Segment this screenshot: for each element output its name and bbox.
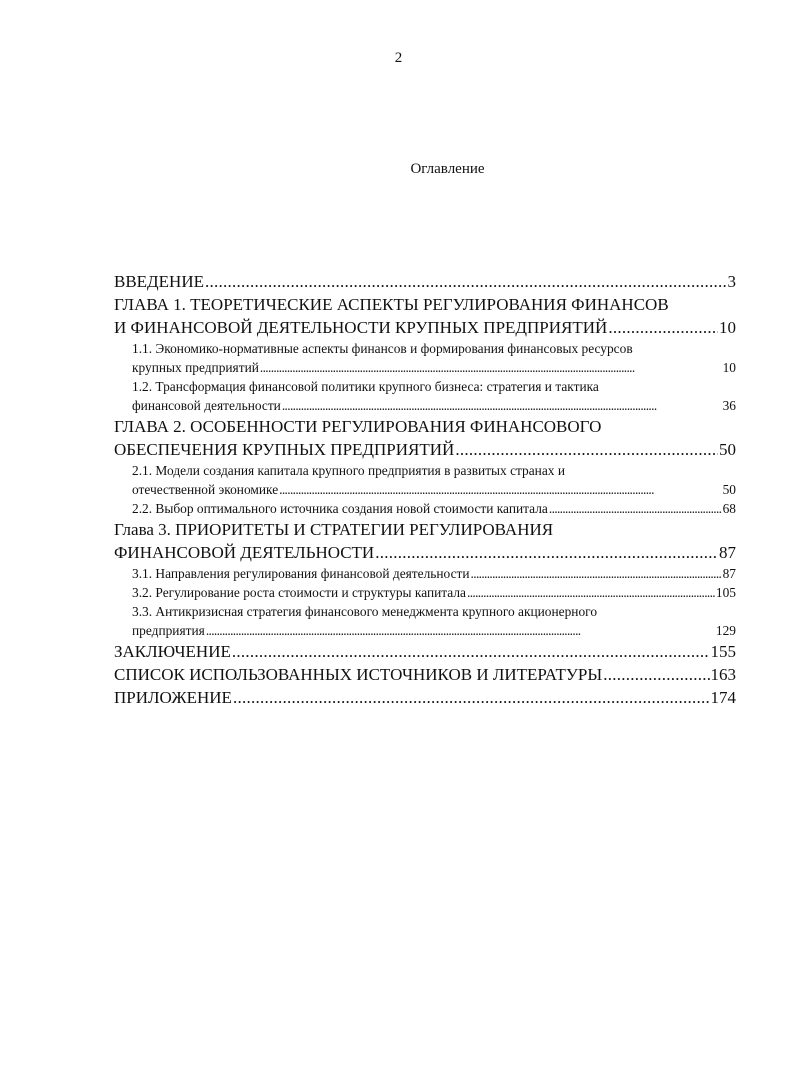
toc-entry-label: 3.1. Направления регулирования финансовой деятельности (132, 566, 470, 581)
toc-entry-label: крупных предприятий (132, 360, 259, 375)
leader-dots (232, 640, 710, 663)
toc-entry-section-2-1[interactable] (114, 480, 736, 499)
leader-dots (471, 564, 722, 583)
toc-entry-section-2-1-line1: 2.1. Модели создания капитала крупного предприятия в развитых странах и (132, 463, 565, 478)
toc-entry-section-3-3-line1: 3.3. Антикризисная стратегия финансового менеджмента крупного акционерного (132, 604, 598, 619)
toc-entry-page: 155 (710, 642, 736, 661)
toc-entry-label: ФИНАНСОВОЙ ДЕЯТЕЛЬНОСТИ (114, 543, 375, 562)
toc-entry-section-1-1[interactable] (114, 358, 736, 377)
toc-entry-chapter-1[interactable] (114, 316, 736, 339)
toc-entry-section-1-2-line1: 1.2. Трансформация финансовой политики крупного бизнеса: стратегия и тактика (132, 379, 599, 394)
toc-entry-label: ОБЕСПЕЧЕНИЯ КРУПНЫХ ПРЕДПРИЯТИЙ (114, 440, 455, 459)
toc-entry-chapter-3-line1: Глава 3. ПРИОРИТЕТЫ И СТРАТЕГИИ РЕГУЛИРОВАНИЯ (114, 520, 554, 539)
toc-entry-section-3-2[interactable] (114, 583, 736, 602)
toc-entry-page: 87 (722, 566, 736, 581)
toc-entry-page: 68 (722, 501, 736, 516)
toc-entry-chapter-2[interactable] (114, 438, 736, 461)
leader-dots (260, 358, 722, 377)
toc-entry-section-2-2[interactable] (114, 499, 736, 518)
leader-dots (455, 438, 718, 461)
toc-entry-page: 50 (722, 482, 736, 497)
table-of-contents (114, 270, 736, 709)
leader-dots (205, 270, 727, 293)
toc-entry-label: И ФИНАНСОВОЙ ДЕЯТЕЛЬНОСТИ КРУПНЫХ ПРЕДПРИЯТИЙ (114, 318, 608, 337)
leader-dots (233, 686, 710, 709)
leader-dots (603, 663, 709, 686)
toc-entry-section-1-1-line1: 1.1. Экономико-нормативные аспекты финансов и формирования финансовых ресурсов (132, 341, 633, 356)
leader-dots (282, 396, 722, 415)
leader-dots (206, 621, 715, 640)
leader-dots (375, 541, 718, 564)
toc-entry-chapter-2-line1: ГЛАВА 2. ОСОБЕННОСТИ РЕГУЛИРОВАНИЯ ФИНАНСОВОГО (114, 417, 602, 436)
toc-entry-label: ВВЕДЕНИЕ (114, 272, 204, 291)
leader-dots (279, 480, 721, 499)
toc-entry-chapter-3[interactable] (114, 541, 736, 564)
toc-entry-page: 36 (722, 398, 736, 413)
toc-entry-label: ЗАКЛЮЧЕНИЕ (114, 642, 231, 661)
toc-entry-label: СПИСОК ИСПОЛЬЗОВАННЫХ ИСТОЧНИКОВ И ЛИТЕРАТУРЫ (114, 665, 603, 684)
leader-dots (608, 316, 718, 339)
toc-entry-sources[interactable] (114, 663, 736, 686)
toc-entry-label: 2.2. Выбор оптимального источника создания новой стоимости капитала (132, 501, 548, 516)
toc-entry-conclusion[interactable] (114, 640, 736, 663)
toc-entry-label: предприятия (132, 623, 205, 638)
toc-entry-page: 3 (727, 272, 736, 291)
page-number: 2 (394, 50, 403, 66)
toc-title: Оглавление (410, 161, 485, 177)
toc-entry-label: отечественной экономике (132, 482, 279, 497)
toc-entry-page: 10 (722, 360, 736, 375)
leader-dots (467, 583, 715, 602)
toc-entry-chapter-1-line1: ГЛАВА 1. ТЕОРЕТИЧЕСКИЕ АСПЕКТЫ РЕГУЛИРОВАНИЯ ФИНАНСОВ (114, 295, 669, 314)
toc-entry-page: 10 (719, 318, 736, 337)
toc-entry-section-3-1[interactable] (114, 564, 736, 583)
toc-entry-label: финансовой деятельности (132, 398, 281, 413)
toc-entry-label: ПРИЛОЖЕНИЕ (114, 688, 232, 707)
toc-entry-page: 105 (715, 585, 736, 600)
toc-entry-page: 50 (719, 440, 736, 459)
toc-entry-section-1-2[interactable] (114, 396, 736, 415)
toc-entry-intro[interactable] (114, 270, 736, 293)
leader-dots (549, 499, 722, 518)
toc-entry-appendix[interactable] (114, 686, 736, 709)
toc-entry-page: 163 (710, 665, 736, 684)
toc-entry-page: 129 (715, 623, 736, 638)
toc-entry-page: 174 (710, 688, 736, 707)
toc-entry-section-3-3[interactable] (114, 621, 736, 640)
toc-entry-label: 3.2. Регулирование роста стоимости и структуры капитала (132, 585, 466, 600)
toc-entry-page: 87 (719, 543, 736, 562)
